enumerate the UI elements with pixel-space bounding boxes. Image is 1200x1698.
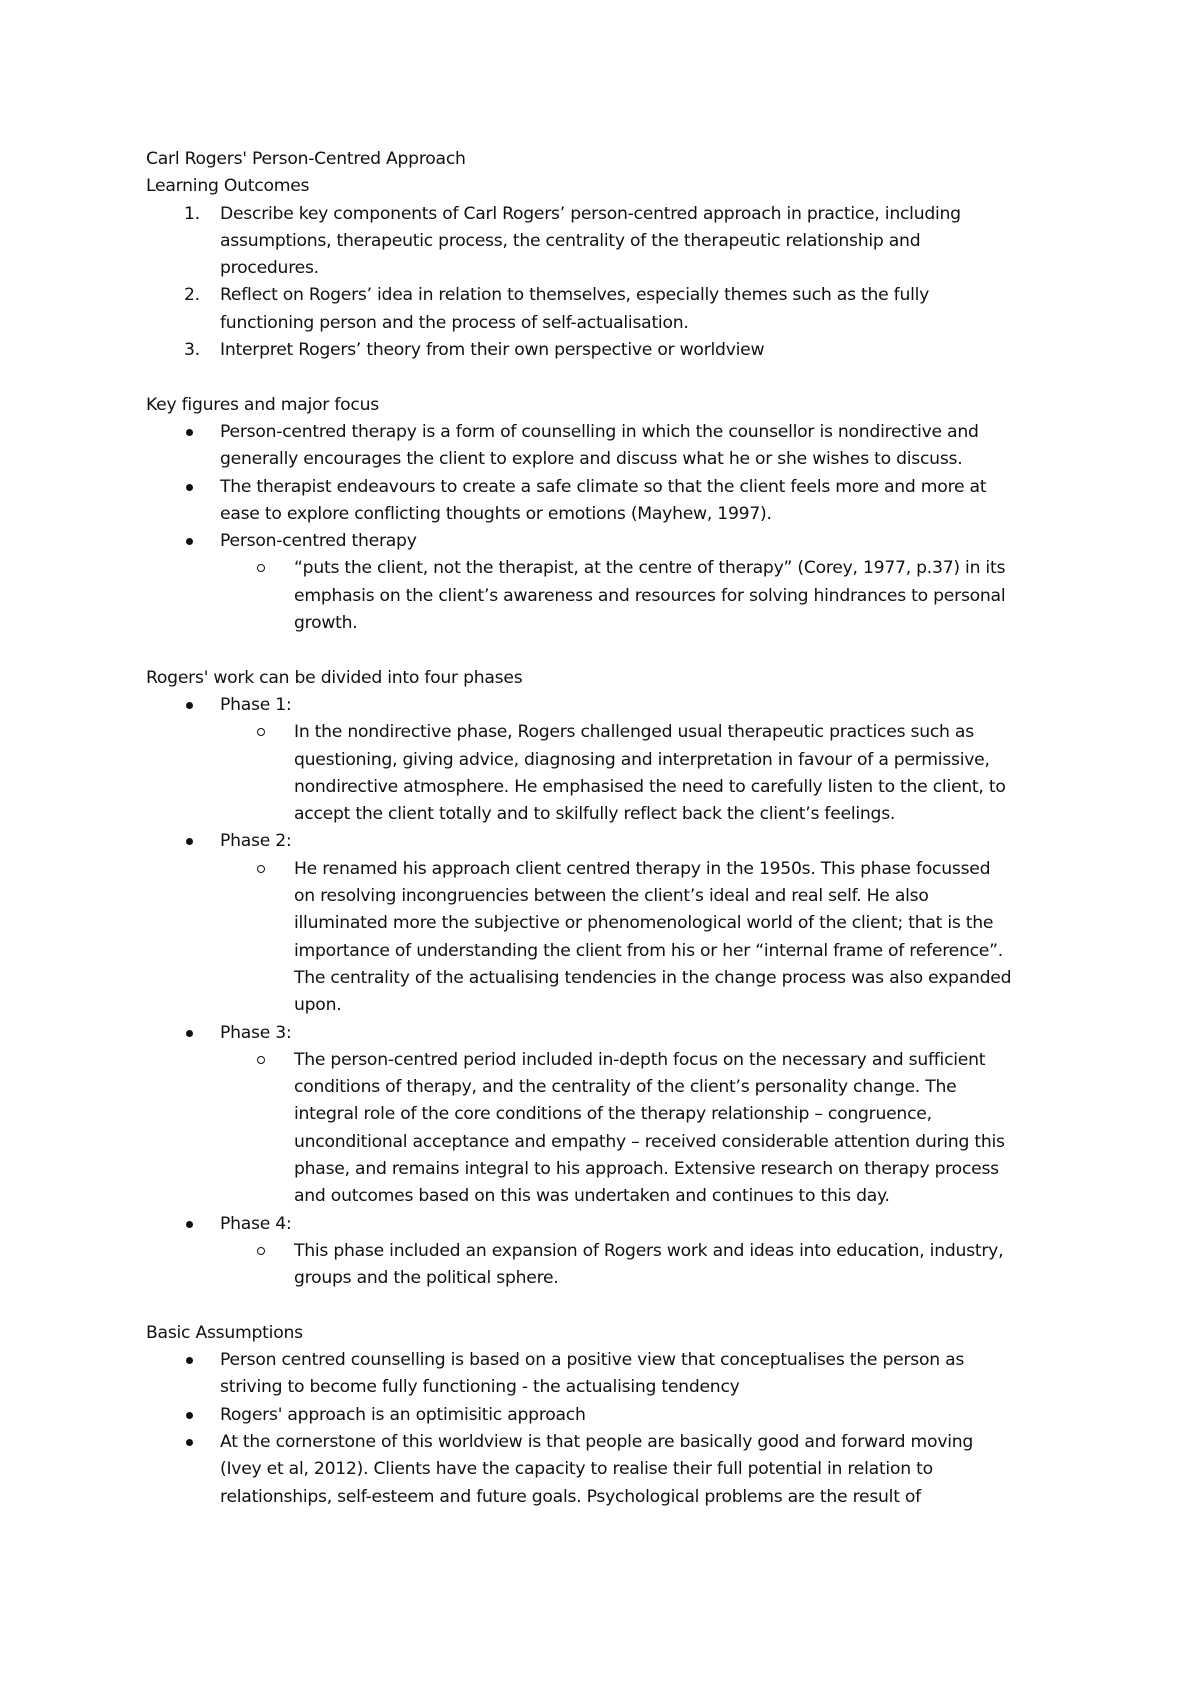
phases-list xyxy=(146,692,1076,1293)
sub-bullet-list xyxy=(220,719,1076,828)
text-line: striving to become fully functioning - the actualising tendency xyxy=(220,1377,740,1398)
phases-heading: Rogers' work can be divided into four phases xyxy=(146,667,523,688)
hollow-bullet-icon xyxy=(257,564,265,572)
text-line: “puts the client, not the therapist, at the centre of therapy” (Corey, 1977, p.37) in its xyxy=(294,558,1006,579)
bullet-item xyxy=(146,1211,1076,1293)
sub-bullet-list xyxy=(220,1047,1076,1211)
text-line: and outcomes based on this was undertaken and continues to this day. xyxy=(294,1186,890,1207)
learning-outcome-item xyxy=(146,282,1076,337)
document-body xyxy=(146,146,1076,1511)
text-line: Interpret Rogers’ theory from their own perspective or worldview xyxy=(220,340,765,361)
bullet-dot-icon xyxy=(186,429,193,436)
text-line: importance of understanding the client from his or her “internal frame of reference”. xyxy=(294,940,1003,961)
bullet-item xyxy=(146,692,1076,828)
list-number: 2. xyxy=(184,285,200,306)
text-line: upon. xyxy=(294,995,342,1016)
text-line: on resolving incongruencies between the client’s ideal and real self. He also xyxy=(294,886,929,907)
text-line: The centrality of the actualising tendencies in the change process was also expanded xyxy=(294,967,1012,988)
bullet-dot-icon xyxy=(186,484,193,491)
text-line: This phase included an expansion of Rogers work and ideas into education, industry, xyxy=(294,1240,1004,1261)
sub-bullet-list xyxy=(220,856,1076,1020)
text-line: Person centred counselling is based on a positive view that conceptualises the person as xyxy=(220,1350,965,1371)
text-line: Rogers' approach is an optimisitic approach xyxy=(220,1404,586,1425)
text-line: Phase 2: xyxy=(220,831,292,852)
text-line: Phase 4: xyxy=(220,1213,292,1234)
bullet-item xyxy=(146,419,1076,474)
list-number: 1. xyxy=(184,203,200,224)
bullet-item xyxy=(146,1020,1076,1211)
text-line: procedures. xyxy=(220,258,319,279)
text-line: (Ivey et al, 2012). Clients have the capacity to realise their full potential in relation to xyxy=(220,1459,933,1480)
bullet-item xyxy=(146,528,1076,637)
text-line: Phase 3: xyxy=(220,1022,292,1043)
sub-bullet-item xyxy=(220,1238,1076,1293)
sub-bullet-item xyxy=(220,555,1076,637)
bullet-dot-icon xyxy=(186,1221,193,1228)
sub-bullet-item xyxy=(220,719,1076,828)
bullet-dot-icon xyxy=(186,838,193,845)
text-line: In the nondirective phase, Rogers challenged usual therapeutic practices such as xyxy=(294,722,974,743)
text-line: integral role of the core conditions of the therapy relationship – congruence, xyxy=(294,1104,932,1125)
sub-bullet-list xyxy=(220,1238,1076,1293)
bullet-item xyxy=(146,1402,1076,1429)
bullet-dot-icon xyxy=(186,1412,193,1419)
text-line: functioning person and the process of self-actualisation. xyxy=(220,312,689,333)
document-title: Carl Rogers' Person-Centred Approach xyxy=(146,149,466,169)
text-line: questioning, giving advice, diagnosing and interpretation in favour of a permissive, xyxy=(294,749,990,770)
hollow-bullet-icon xyxy=(257,728,265,736)
text-line: conditions of therapy, and the centrality of the client’s personality change. The xyxy=(294,1077,957,1098)
list-number: 3. xyxy=(184,340,200,361)
basic-assumptions-list xyxy=(146,1347,1076,1511)
bullet-item xyxy=(146,474,1076,529)
text-line: At the cornerstone of this worldview is that people are basically good and forward moving xyxy=(220,1431,974,1452)
text-line: emphasis on the client’s awareness and resources for solving hindrances to personal xyxy=(294,585,1006,606)
bullet-item xyxy=(146,1347,1076,1402)
key-figures-list xyxy=(146,419,1076,637)
text-line: phase, and remains integral to his approach. Extensive research on therapy process xyxy=(294,1158,999,1179)
sub-bullet-list xyxy=(220,555,1076,637)
text-line: illuminated more the subjective or phenomenological world of the client; that is the xyxy=(294,913,994,934)
hollow-bullet-icon xyxy=(257,1056,265,1064)
text-line: Person-centred therapy xyxy=(220,531,417,552)
text-line: Reflect on Rogers’ idea in relation to themselves, especially themes such as the fully xyxy=(220,285,930,306)
text-line: unconditional acceptance and empathy – received considerable attention during this xyxy=(294,1131,1005,1152)
text-line: Describe key components of Carl Rogers’ person-centred approach in practice, including xyxy=(220,203,961,224)
text-line: groups and the political sphere. xyxy=(294,1268,559,1289)
spacer xyxy=(146,1292,1076,1319)
spacer xyxy=(146,637,1076,664)
spacer xyxy=(146,364,1076,391)
learning-outcomes-heading: Learning Outcomes xyxy=(146,176,310,197)
text-line: The person-centred period included in-depth focus on the necessary and sufficient xyxy=(294,1049,986,1070)
hollow-bullet-icon xyxy=(257,865,265,873)
bullet-item xyxy=(146,1429,1076,1511)
sub-bullet-item xyxy=(220,1047,1076,1211)
learning-outcome-item xyxy=(146,201,1076,283)
text-line: accept the client totally and to skilfully reflect back the client’s feelings. xyxy=(294,804,896,825)
key-figures-heading: Key figures and major focus xyxy=(146,394,379,415)
text-line: relationships, self-esteem and future goals. Psychological problems are the result of xyxy=(220,1486,921,1507)
text-line: The therapist endeavours to create a safe climate so that the client feels more and more at xyxy=(220,476,987,497)
text-line: Person-centred therapy is a form of counselling in which the counsellor is nondirective and xyxy=(220,421,979,442)
text-line: ease to explore conflicting thoughts or emotions (Mayhew, 1997). xyxy=(220,503,772,524)
learning-outcome-item xyxy=(146,337,1076,364)
text-line: He renamed his approach client centred therapy in the 1950s. This phase focussed xyxy=(294,858,991,879)
text-line: growth. xyxy=(294,613,358,634)
bullet-item xyxy=(146,828,1076,1019)
text-line: generally encourages the client to explore and discuss what he or she wishes to discuss. xyxy=(220,449,963,470)
bullet-dot-icon xyxy=(186,1030,193,1037)
bullet-dot-icon xyxy=(186,1357,193,1364)
sub-bullet-item xyxy=(220,856,1076,1020)
bullet-dot-icon xyxy=(186,702,193,709)
text-line: nondirective atmosphere. He emphasised the need to carefully listen to the client, to xyxy=(294,776,1006,797)
text-line: assumptions, therapeutic process, the centrality of the therapeutic relationship and xyxy=(220,230,921,251)
learning-outcomes-list xyxy=(146,201,1076,365)
basic-assumptions-heading: Basic Assumptions xyxy=(146,1322,303,1343)
hollow-bullet-icon xyxy=(257,1247,265,1255)
bullet-dot-icon xyxy=(186,538,193,545)
text-line: Phase 1: xyxy=(220,694,292,715)
bullet-dot-icon xyxy=(186,1439,193,1446)
